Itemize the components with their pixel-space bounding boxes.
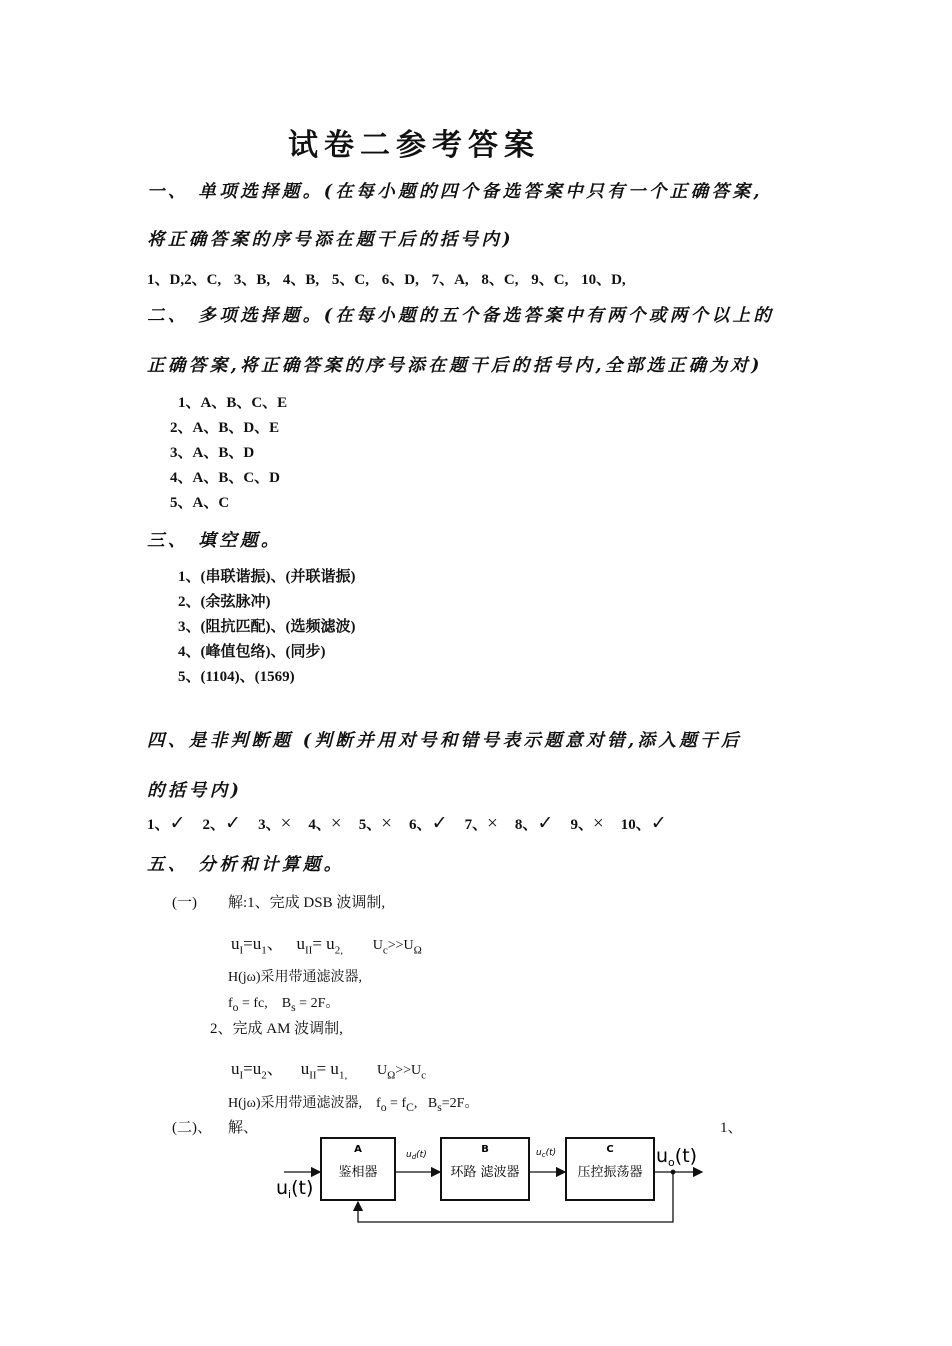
section-1-heading-cont: 将正确答案的序号添在题干后的括号内) bbox=[147, 230, 514, 250]
list-item: 5、(1104)、(1569) bbox=[178, 669, 295, 685]
list-item: 3、× bbox=[258, 813, 292, 834]
check-mark-icon: ✓ bbox=[650, 813, 667, 834]
list-item: 1、✓ bbox=[147, 813, 186, 834]
check-mark-icon: ✓ bbox=[431, 813, 448, 834]
list-item: 4、A、B、C、D bbox=[170, 470, 281, 486]
section-3-answers bbox=[178, 565, 355, 690]
list-item: 4、× bbox=[308, 813, 342, 834]
block-a-name: 鉴相器 bbox=[338, 1165, 378, 1180]
question-2-label: (二)、 bbox=[172, 1120, 212, 1136]
cross-mark-icon: × bbox=[330, 813, 342, 834]
part-1-intro: 解:1、完成 DSB 波调制, bbox=[228, 895, 386, 911]
cross-mark-icon: × bbox=[592, 813, 604, 834]
cross-mark-icon: × bbox=[381, 813, 392, 834]
block-c-name: 压控振荡器 bbox=[577, 1165, 643, 1180]
block-b-letter: B bbox=[481, 1144, 489, 1155]
pll-block-diagram bbox=[270, 1130, 710, 1230]
section-2-heading-cont: 正确答案,将正确答案的序号添在题干后的括号内,全部选正确为对) bbox=[147, 356, 763, 376]
list-item: 8、✓ bbox=[514, 813, 554, 834]
question-2-number: 1、 bbox=[720, 1120, 743, 1136]
part-1-frequency: $f_o$ = fc, $B_s = 2F$。 bbox=[228, 996, 340, 1014]
list-item: 4、(峰值包络)、(同步) bbox=[178, 644, 326, 660]
list-item: 5、× bbox=[358, 813, 392, 834]
section-4-heading: 四、是非判断题 (判断并用对号和错号表示题意对错,添入题干后 bbox=[147, 731, 742, 751]
section-2-heading: 二、 多项选择题。(在每小题的五个备选答案中有两个或两个以上的 bbox=[147, 306, 775, 326]
part-1-label: (一) bbox=[172, 895, 197, 911]
list-item: 3、(阻抗匹配)、(选频滤波) bbox=[178, 619, 356, 635]
output-label: $u_o(t)$ bbox=[656, 1145, 698, 1169]
page-title: 试卷二参考答案 bbox=[288, 128, 540, 163]
signal-uc-label: $u_c(t)$ bbox=[536, 1148, 557, 1159]
block-a-letter: A bbox=[354, 1144, 362, 1155]
list-item: 10、✓ bbox=[620, 813, 667, 834]
section-5-heading: 五、 分析和计算题。 bbox=[147, 855, 345, 875]
list-item: 1、(串联谐振)、(并联谐振) bbox=[178, 569, 356, 585]
list-item: 9、× bbox=[570, 813, 604, 834]
list-item: 2、(余弦脉冲) bbox=[178, 594, 271, 610]
block-b-name: 环路 滤波器 bbox=[450, 1165, 520, 1180]
cross-mark-icon: × bbox=[487, 813, 498, 834]
section-4-answers bbox=[147, 812, 679, 835]
list-item: 2、✓ bbox=[202, 813, 241, 834]
equation-am-inputs: $u_I=u_2$、 $u_{II}= u_{1,}$ $U_\Omega>>U_c$ bbox=[231, 1059, 427, 1082]
part-2-filter: H(jω)采用带通滤波器, $f_o = f_C$, $B_s=2F$。 bbox=[228, 1096, 479, 1114]
question-2-intro: 解、 bbox=[228, 1120, 259, 1136]
list-item: 1、A、B、C、E bbox=[178, 395, 288, 411]
list-item: 3、A、B、D bbox=[170, 445, 255, 461]
section-2-answers bbox=[170, 391, 287, 516]
list-item: 5、A、C bbox=[170, 495, 230, 511]
block-c-letter: C bbox=[606, 1144, 614, 1155]
section-4-heading-cont: 的括号内) bbox=[147, 781, 243, 801]
check-mark-icon: ✓ bbox=[537, 813, 554, 834]
section-1-heading: 一、 单项选择题。(在每小题的四个备选答案中只有一个正确答案, bbox=[147, 182, 763, 202]
list-item: 2、A、B、D、E bbox=[170, 420, 280, 436]
part-2-intro: 2、完成 AM 波调制, bbox=[210, 1021, 343, 1037]
equation-dsb-inputs: $u_I=u_1$、 $u_{II}= u_{2,}$ $U_c>>U_\Omega$ bbox=[231, 934, 422, 957]
cross-mark-icon: × bbox=[280, 813, 292, 834]
section-1-answers: 1、D,2、C, 3、B, 4、B, 5、C, 6、D, 7、A, 8、C, 9、C, 10、D, bbox=[147, 272, 626, 288]
check-mark-icon: ✓ bbox=[169, 813, 186, 834]
check-mark-icon: ✓ bbox=[225, 813, 241, 834]
part-1-filter: H(jω)采用带通滤波器, bbox=[228, 970, 363, 985]
list-item: 7、× bbox=[464, 813, 498, 834]
section-3-heading: 三、 填空题。 bbox=[147, 531, 282, 551]
list-item: 6、✓ bbox=[409, 813, 448, 834]
input-label: $u_i(t)$ bbox=[276, 1177, 314, 1201]
signal-ud-label: $u_d(t)$ bbox=[406, 1150, 427, 1161]
